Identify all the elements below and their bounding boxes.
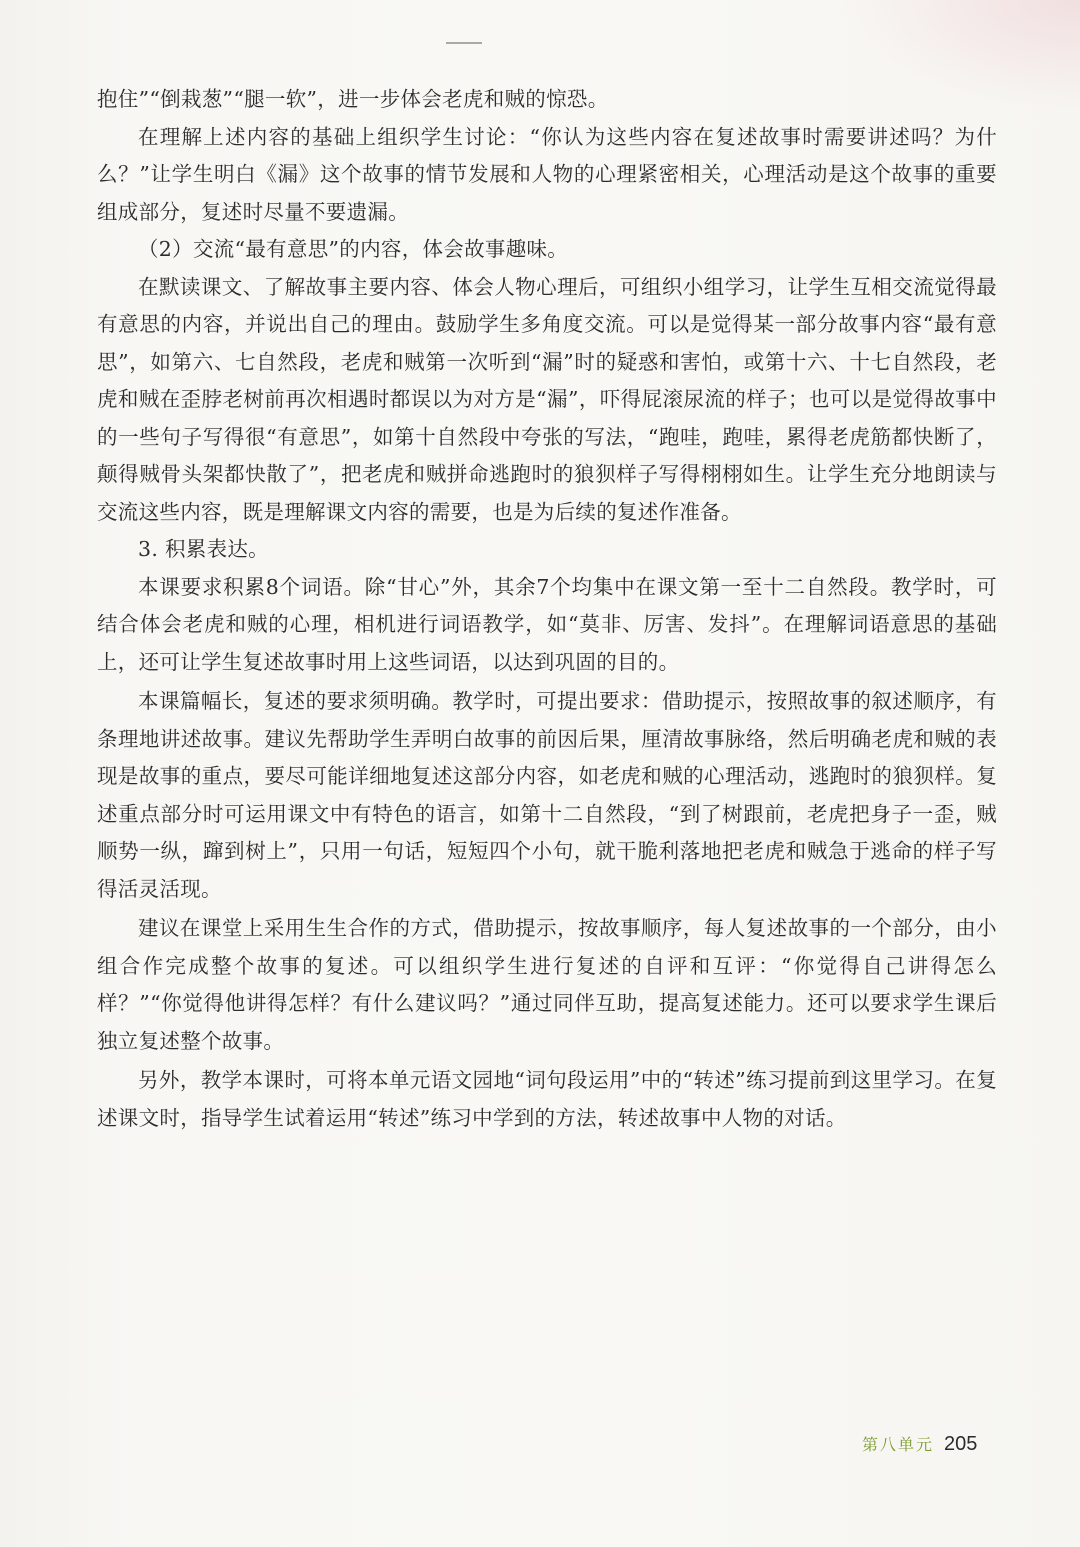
unit-label: 第八单元: [862, 1435, 935, 1454]
paragraph-cooperative-retelling: 建议在课堂上采用生生合作的方式，借助提示，按故事顺序，每人复述故事的一个部分，由小组合作完成整个故事的复述。可以组织学生进行复述的自评和互评：“你觉得自己讲得怎么样？”“你觉得他讲得怎样？有什么建议吗？”通过同伴互助，提高复述能力。还可以要求学生课后独立复述整个故事。: [97, 916, 997, 1053]
body-text: [97, 81, 997, 1137]
paragraph-continuation: 抱住”“倒栽葱”“腿一软”，进一步体会老虎和贼的惊恐。: [97, 87, 609, 111]
paragraph-retelling-requirements: 本课篇幅长，复述的要求须明确。教学时，可提出要求：借助提示，按照故事的叙述顺序，有条理地讲述故事。建议先帮助学生弄明白故事的前因后果，厘清故事脉络，然后明确老虎和贼的表现是故事的重点，要尽可能详细地复述这部分内容，如老虎和贼的心理活动，逃跑时的狼狈样。复述重点部分时可运用课文中有特色的语言，如第十二自然段，“到了树跟前，老虎把身子一歪，贼顺势一纵，蹿到树上”，只用一句话，短短四个小句，就干脆利落地把老虎和贼急于逃命的样子写得活灵活现。: [97, 689, 997, 901]
paragraph-vocabulary: 本课要求积累8个词语。除“甘心”外，其余7个均集中在课文第一至十二自然段。教学时，可结合体会老虎和贼的心理，相机进行词语教学，如“莫非、厉害、发抖”。在理解词语意思的基础上，还可让学生复述故事时用上这些词语，以达到巩固的目的。: [97, 574, 997, 674]
top-rule-mark: [446, 42, 482, 44]
page-number: 205: [944, 1433, 978, 1455]
subheading-accumulate-expression: 3. 积累表达。: [138, 537, 269, 561]
subheading-interesting-content: （2）交流“最有意思”的内容，体会故事趣味。: [138, 237, 569, 261]
paragraph-reported-speech: 另外，教学本课时，可将本单元语文园地“词句段运用”中的“转述”练习提前到这里学习。在复述课文时，指导学生试着运用“转述”练习中学到的方法，转述故事中人物的对话。: [97, 1068, 997, 1130]
page-footer: [862, 1432, 977, 1460]
paragraph-discussion: 在理解上述内容的基础上组织学生讨论：“你认为这些内容在复述故事时需要讲述吗？为什么？”让学生明白《漏》这个故事的情节发展和人物的心理紧密相关，心理活动是这个故事的重要组成部分，复述时尽量不要遗漏。: [97, 124, 997, 224]
paragraph-group-exchange: 在默读课文、了解故事主要内容、体会人物心理后，可组织小组学习，让学生互相交流觉得最有意思的内容，并说出自己的理由。鼓励学生多角度交流。可以是觉得某一部分故事内容“最有意思”，如第六、七自然段，老虎和贼第一次听到“漏”时的疑惑和害怕，或第十六、十七自然段，老虎和贼在歪脖老树前再次相遇时都误以为对方是“漏”，吓得屁滚尿流的样子；也可以是觉得故事中的一些句子写得很“有意思”，如第十自然段中夸张的写法，“跑哇，跑哇，累得老虎筋都快断了，颠得贼骨头架都快散了”，把老虎和贼拼命逃跑时的狼狈样子写得栩栩如生。让学生充分地朗读与交流这些内容，既是理解课文内容的需要，也是为后续的复述作准备。: [97, 274, 997, 524]
